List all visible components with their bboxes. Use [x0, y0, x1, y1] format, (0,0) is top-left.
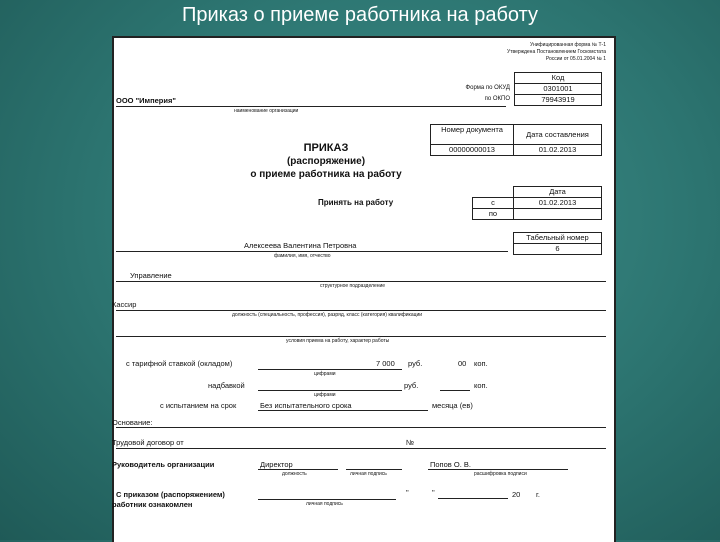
- salary-kopecks: 00: [458, 359, 467, 368]
- fio-caption: фамилия, имя, отчество: [274, 253, 331, 259]
- doc-number-header: Номер документа: [430, 124, 514, 145]
- form-header-line1: Унифицированная форма № Т-1: [530, 42, 606, 48]
- org-name: ООО "Империя": [116, 96, 176, 105]
- slide-title: Приказ о приеме работника на работу: [182, 4, 538, 26]
- doc-number-value: 00000000013: [430, 144, 514, 156]
- department: Управление: [130, 271, 172, 280]
- head-signature-caption: личная подпись: [350, 471, 387, 477]
- to-date: [513, 208, 602, 220]
- bonus-kop-label: коп.: [474, 381, 488, 390]
- to-label: по: [472, 208, 514, 220]
- okud-label: Форма по ОКУД: [465, 85, 510, 91]
- tab-number-value: 6: [513, 243, 602, 255]
- ack-quote-close: ": [432, 488, 435, 497]
- doc-date-header: Дата составления: [513, 124, 602, 145]
- doc-date-value: 01.02.2013: [513, 144, 602, 156]
- ack-year-suffix: г.: [536, 490, 540, 499]
- ack-signature-caption: личная подпись: [306, 501, 343, 507]
- position: Кассир: [112, 300, 137, 309]
- form-header-line3: России от 05.01.2004 № 1: [545, 56, 606, 62]
- ack-year-prefix: 20: [512, 490, 521, 499]
- hire-label: Принять на работу: [318, 198, 394, 207]
- department-caption: структурное подразделение: [320, 283, 386, 289]
- salary-kop-label: коп.: [474, 359, 488, 368]
- salary-rubles: 7 000: [376, 359, 395, 368]
- org-caption: наименование организации: [234, 108, 299, 114]
- code-header-cell: Код: [514, 72, 602, 84]
- trial-label: с испытанием на срок: [160, 401, 237, 410]
- salary-rub-label: руб.: [408, 359, 423, 368]
- okpo-label: по ОКПО: [484, 96, 510, 102]
- ack-label-line1: С приказом (распоряжением): [116, 490, 225, 499]
- conditions-caption: условия приема на работу, характер работы: [286, 338, 390, 344]
- bonus-label: надбавкой: [208, 381, 245, 390]
- ack-label-line2: работник ознакомлен: [112, 500, 193, 509]
- head-name: Попов О. В.: [430, 460, 471, 469]
- salary-digits-caption: цифрами: [314, 371, 336, 377]
- ack-quote-open: ": [406, 488, 409, 497]
- okud-value-cell: 0301001: [514, 83, 602, 95]
- head-position: Директор: [260, 460, 293, 469]
- contract-label: Трудовой договор от: [112, 438, 184, 447]
- bonus-rub-label: руб.: [404, 381, 419, 390]
- head-decode-caption: расшифровка подписи: [474, 471, 527, 477]
- contract-number-sign: №: [406, 438, 415, 447]
- hiring-order-form: [112, 36, 616, 542]
- bonus-digits-caption: цифрами: [314, 392, 336, 398]
- head-label: Руководитель организации: [112, 460, 215, 469]
- order-title: ПРИКАЗ: [303, 142, 349, 154]
- order-subtitle: (распоряжение): [286, 156, 366, 167]
- date-header: Дата: [513, 186, 602, 198]
- salary-label: с тарифной ставкой (окладом): [126, 359, 233, 368]
- position-caption: должность (специальность, профессия), разряд, класс (категория) квалификации: [232, 312, 423, 318]
- tab-number-header: Табельный номер: [513, 232, 602, 244]
- form-header-line2: Утверждена Постановлением Госкомстата: [507, 49, 606, 55]
- employee-name: Алексеева Валентина Петровна: [244, 241, 357, 250]
- order-subject: о приеме работника на работу: [250, 169, 402, 180]
- basis-label: Основание:: [112, 418, 153, 427]
- trial-value: Без испытательного срока: [260, 401, 352, 410]
- okpo-value-cell: 79943919: [514, 94, 602, 106]
- from-date: 01.02.2013: [513, 197, 602, 209]
- head-position-caption: должность: [282, 471, 307, 477]
- trial-months-label: месяца (ев): [432, 401, 473, 410]
- from-label: с: [472, 197, 514, 209]
